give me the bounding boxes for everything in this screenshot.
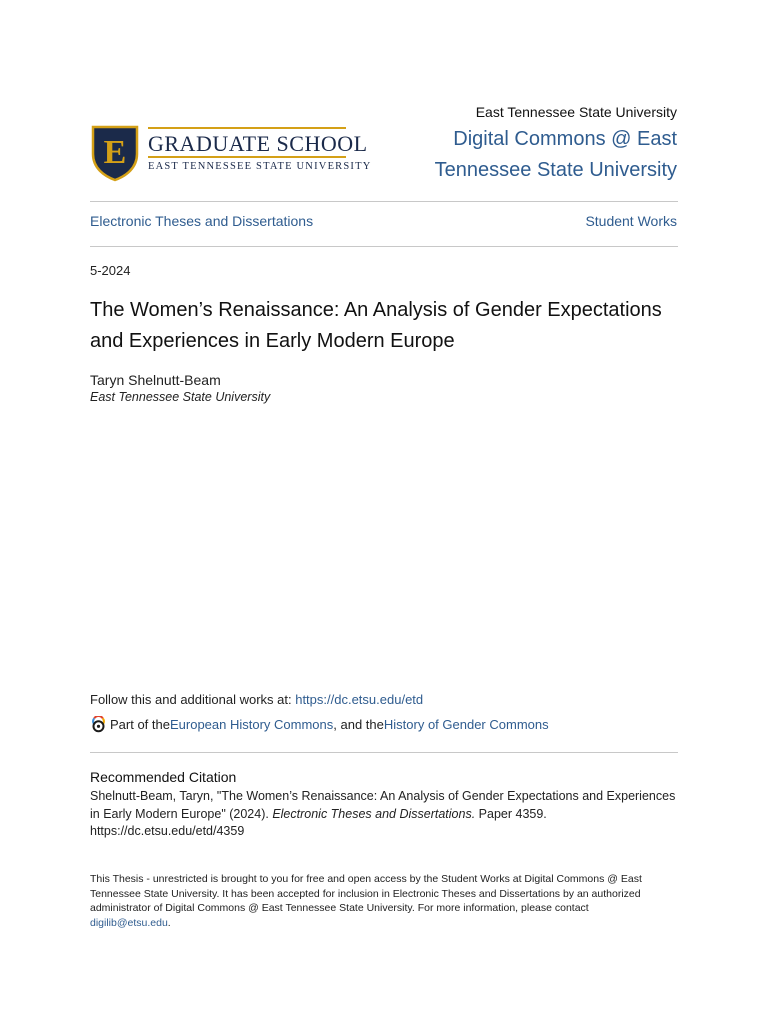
logo-main-text: GRADUATE SCHOOL [148,131,368,156]
part-of-prefix: Part of the [110,717,170,732]
access-notice [90,872,670,930]
collection-link[interactable]: Electronic Theses and Dissertations [90,213,314,229]
divider-nav [90,246,678,247]
history-of-gender-commons-link[interactable]: History of Gender Commons [383,717,549,732]
citation-text-before: Shelnutt-Beam, Taryn, "The Women’s Renaissance: An Analysis of Gender Expectations and Experiences in Early Modern Europe" (2024). [90,789,676,821]
contact-email-link[interactable]: digilib@etsu.edu [90,916,168,929]
citation-series: Electronic Theses and Dissertations. [272,806,476,821]
part-of-middle: , and the [333,717,384,732]
etsu-shield-icon [90,124,140,182]
publication-date: 5-2024 [90,263,131,278]
open-access-icon [90,716,107,733]
citation-text [90,788,678,841]
notice-end: . [167,916,171,929]
document-title: The Women’s Renaissance: An Analysis of Gender Expectations and Experiences in Early Modern Europe [90,299,662,352]
logo-gold-rule-bottom [148,156,346,158]
citation-text-after: Paper 4359. https://dc.etsu.edu/etd/4359 [90,806,547,838]
student-works-link[interactable]: Student Works [585,213,677,229]
institution-name: East Tennessee State University [475,104,677,120]
part-of-line [90,716,549,733]
logo-sub-text: EAST TENNESSEE STATE UNIVERSITY [148,161,372,172]
follow-line [90,692,423,707]
logo-gold-rule-top [148,127,346,129]
graduate-school-logo[interactable] [90,124,372,182]
repository-line-2: Tennessee State University [434,159,677,181]
repository-link[interactable] [387,124,677,186]
author-name: Taryn Shelnutt-Beam [90,372,221,388]
divider-citation [90,752,678,753]
author-affiliation: East Tennessee State University [90,390,271,404]
european-history-commons-link[interactable]: European History Commons [169,717,334,732]
etd-url-link[interactable]: https://dc.etsu.edu/etd [295,692,424,707]
divider-top [90,201,678,202]
notice-text: This Thesis - unrestricted is brought to you for free and open access by the Student Works at Digital Commons @ East Tennessee State University. It has been accepted for inclusion in Electronic Theses and Dissertations by an authorized administrator of Digital Commons @ East Tennessee State University. For more information, please contact [90,873,642,915]
shield-letter: E [103,134,127,171]
citation-heading: Recommended Citation [90,769,237,785]
follow-prefix: Follow this and additional works at: [90,692,296,707]
repository-line-1: Digital Commons @ East [453,128,677,150]
